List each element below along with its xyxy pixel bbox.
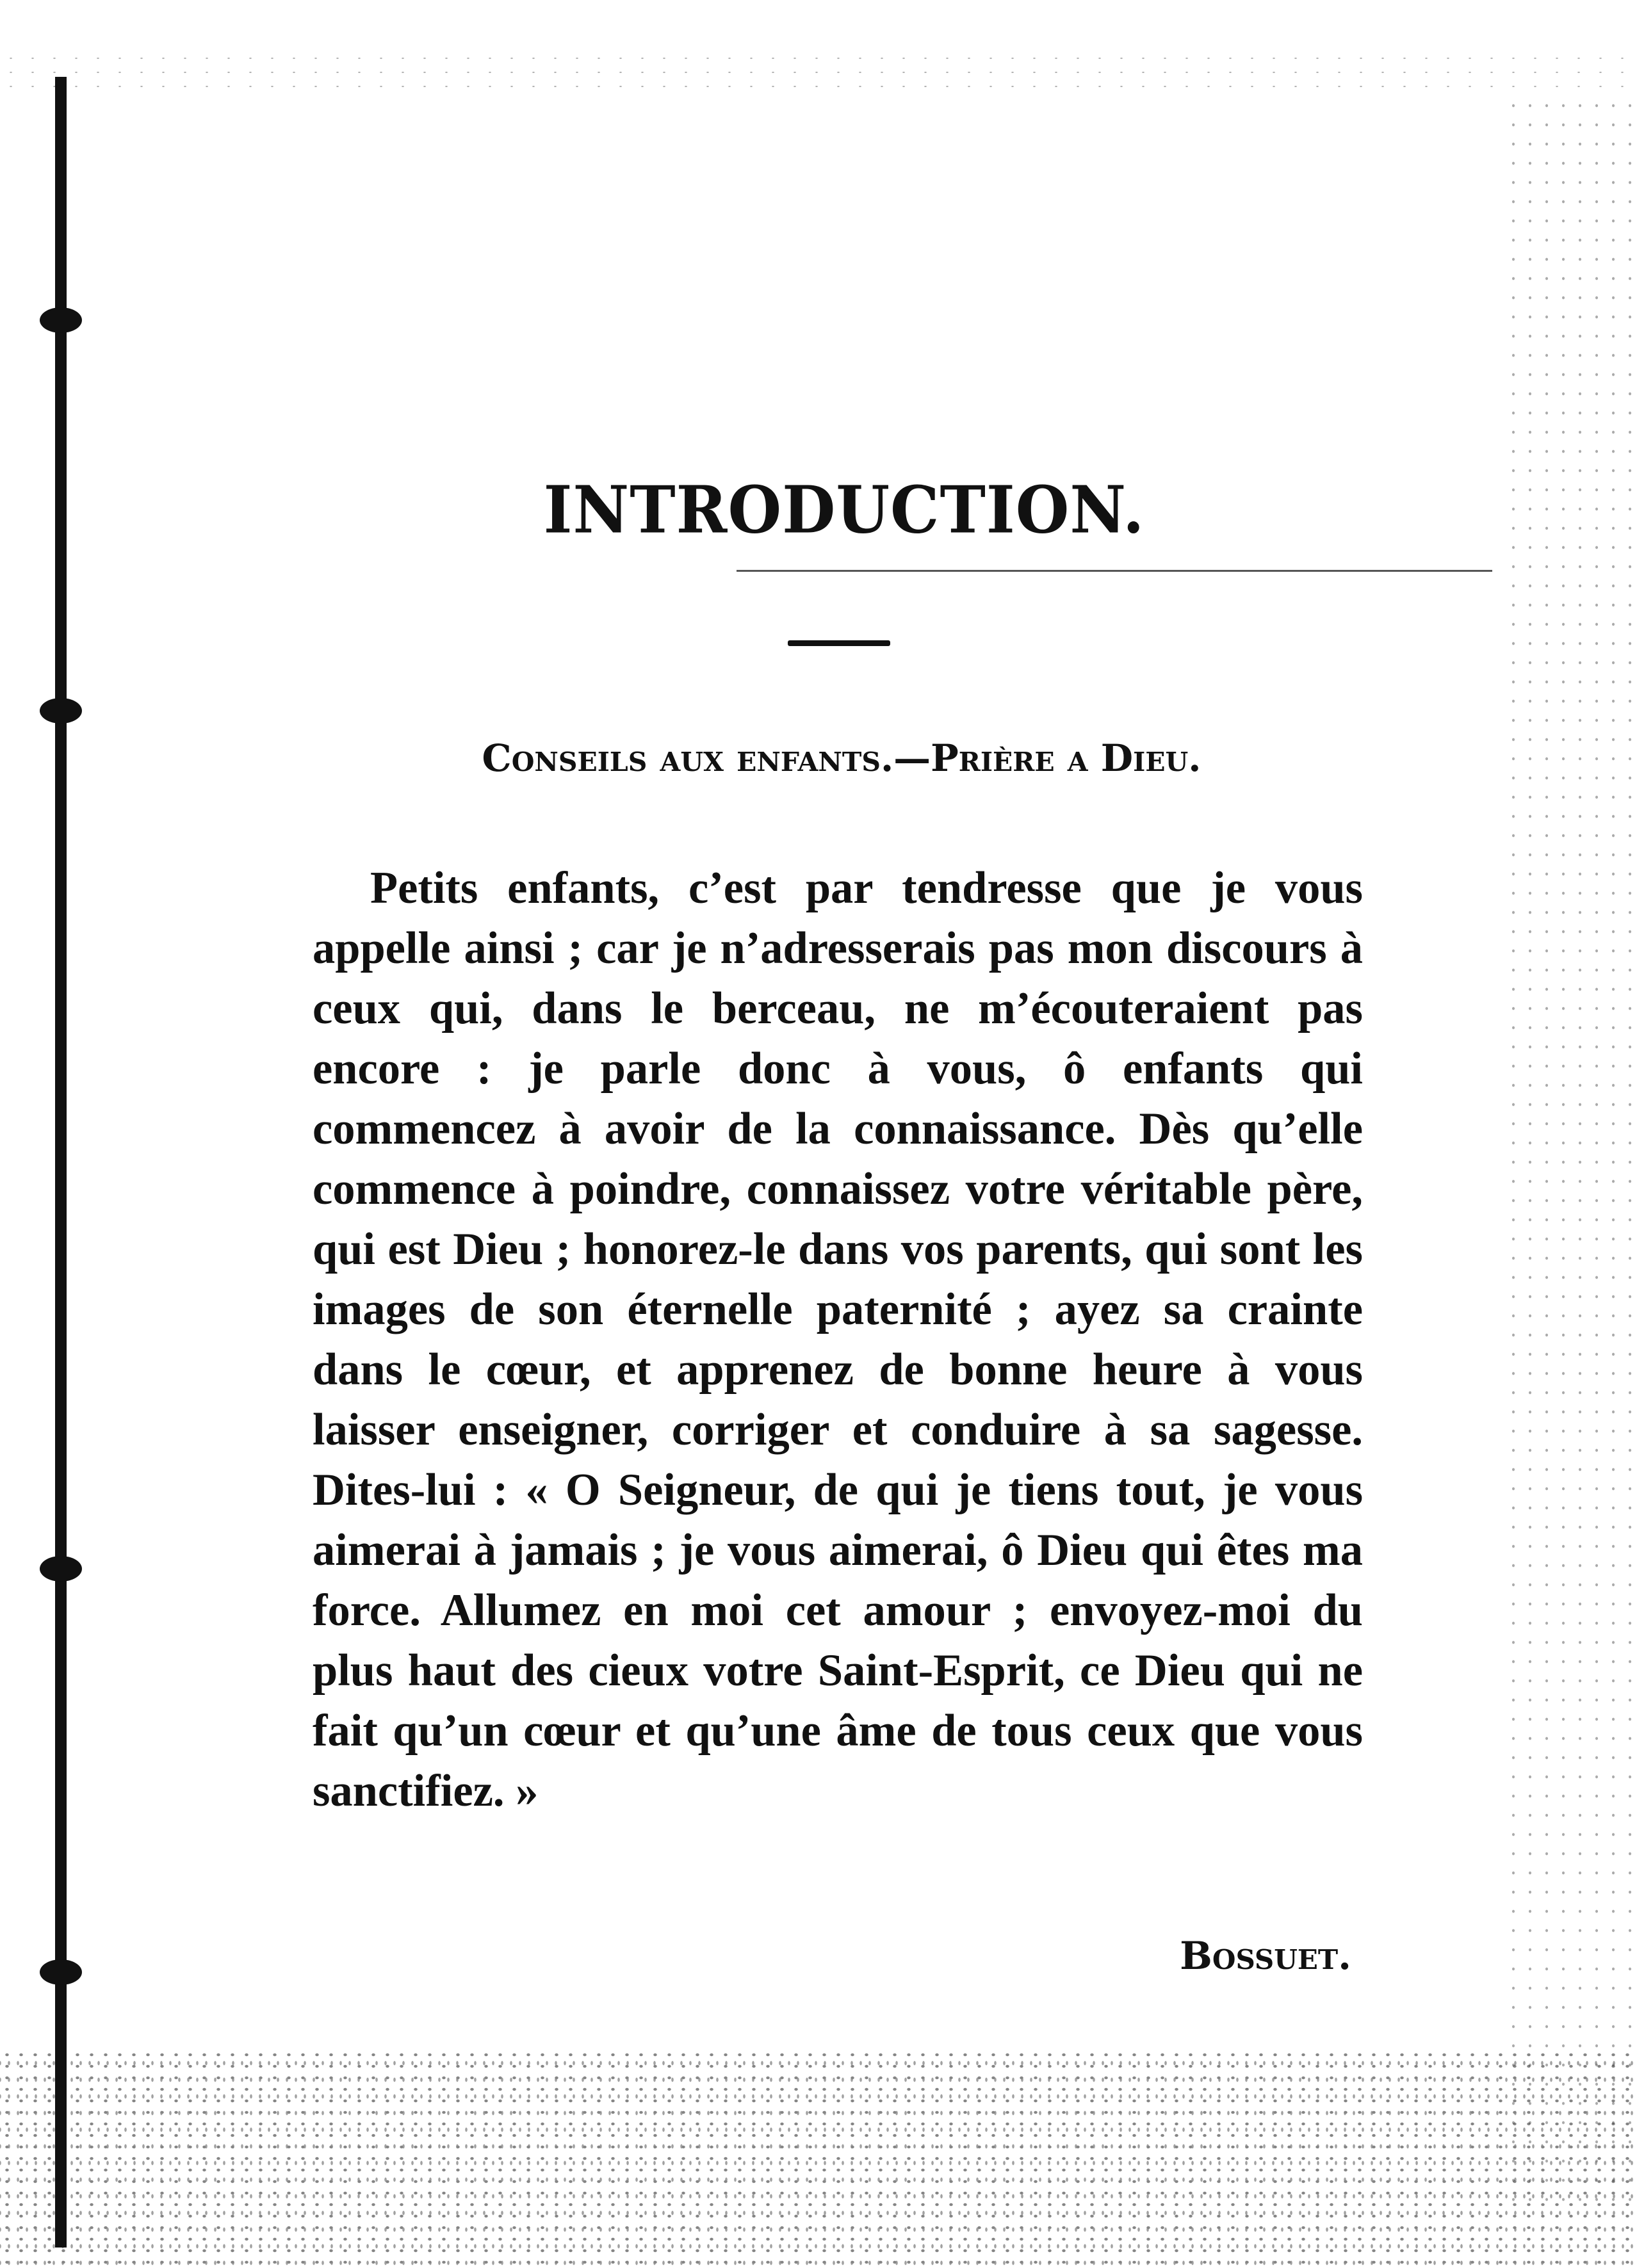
binding-knot bbox=[40, 1556, 82, 1582]
body-paragraph: Petits enfants, c’est par tendresse que je vous appelle ainsi ; car je n’adresserais pas mon discours à ceux qui, dans le berceau, ne m’écouteraient pas encore : je parle donc à vous, ô enfants qui commencez à avoir de la connaissance. Dès qu’elle commence à poindre, connaissez votre véritable père, qui est Dieu ; honorez-le dans vos parents, qui sont les images de son éternelle paternité ; ayez sa crainte dans le cœur, et apprenez de bonne heure à vous laisser enseigner, corriger et conduire à sa sagesse. Dites-lui : « O Seigneur, de qui je tiens tout, je vous aimerai à jamais ; je vous aimerai, ô Dieu qui êtes ma force. Allumez en moi cet amour ; envoyez-moi du plus haut des cieux votre Saint-Esprit, ce Dieu qui ne fait qu’un cœur et qu’une âme de tous ceux que vous sanctifiez. » bbox=[313, 863, 1363, 1816]
binding-knot bbox=[40, 307, 82, 333]
section-subtitle: Conseils aux enfants.—Prière a Dieu. bbox=[482, 736, 1201, 780]
top-edge-speckle bbox=[0, 51, 1637, 96]
binding-knot bbox=[40, 698, 82, 724]
right-edge-speckle bbox=[1505, 96, 1637, 2209]
title-ornament-dash bbox=[788, 640, 890, 646]
page-title: INTRODUCTION. bbox=[543, 472, 1145, 548]
binding-spine bbox=[55, 77, 67, 2248]
binding-knot bbox=[40, 1959, 82, 1985]
bottom-edge-damage bbox=[0, 2049, 1637, 2268]
author-signature: Bossuet. bbox=[1180, 1934, 1351, 1979]
title-rule bbox=[737, 570, 1492, 572]
